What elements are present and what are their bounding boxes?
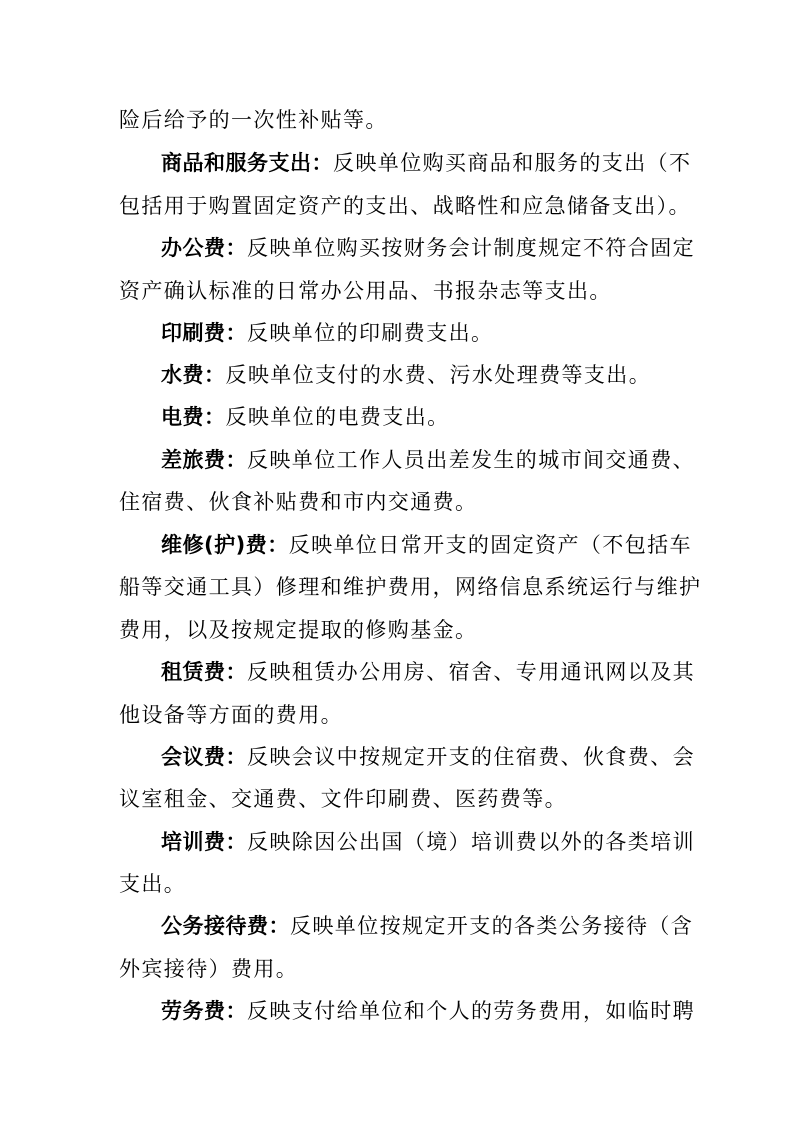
body-text: 反映支付给单位和个人的劳务费用，如临时聘 [247, 999, 695, 1023]
paragraph-line [119, 567, 702, 607]
body-text: 反映单位按规定开支的各类公务接待（含 [290, 914, 694, 938]
paragraph-line [161, 525, 692, 565]
term-heading: 印刷费： [161, 321, 247, 345]
term-heading: 公务接待费： [161, 914, 290, 938]
body-text: 包括用于购置固定资产的支出、战略性和应急储备支出）。 [119, 194, 691, 218]
body-text: 险后给予的一次性补贴等。 [119, 108, 388, 132]
body-text: 支出。 [119, 872, 187, 896]
paragraph-line [161, 906, 694, 946]
body-text: 住宿费、伙食补贴费和市内交通费。 [119, 490, 478, 514]
body-text: 反映单位工作人员出差发生的城市间交通费、 [247, 448, 695, 472]
body-text: 反映会议中按规定开支的住宿费、伙食费、会 [247, 745, 695, 769]
body-text: 反映除因公出国（境）培训费以外的各类培训 [247, 830, 695, 854]
paragraph-line [119, 186, 691, 226]
term-heading: 水费： [161, 363, 226, 387]
paragraph-line [119, 864, 679, 904]
body-text: 反映单位的电费支出。 [225, 405, 450, 429]
body-text: 船等交通工具）修理和维护费用，网络信息系统运行与维护 [119, 575, 702, 599]
body-text: 外宾接待）费用。 [119, 957, 299, 981]
paragraph-line [161, 313, 679, 353]
paragraph-line [119, 271, 679, 311]
body-text: 反映单位购买商品和服务的支出（不 [333, 151, 692, 175]
paragraph-line [161, 737, 695, 777]
paragraph-line [119, 949, 679, 989]
paragraph-line [119, 779, 679, 819]
paragraph-line [119, 482, 679, 522]
body-text: 反映单位购买按财务会计制度规定不符合固定 [247, 236, 695, 260]
paragraph-line [161, 991, 695, 1031]
body-text: 反映单位支付的水费、污水处理费等支出。 [225, 363, 652, 387]
term-heading: 租赁费： [161, 660, 247, 684]
paragraph-line [161, 397, 679, 437]
body-text: 反映单位日常开支的固定资产（不包括车 [288, 533, 692, 557]
paragraph-line [119, 610, 679, 650]
paragraph-line [161, 355, 679, 395]
term-heading: 商品和服务支出： [161, 151, 333, 175]
body-text: 反映单位的印刷费支出。 [247, 321, 494, 345]
body-text: 反映租赁办公用房、宿舍、专用通讯网以及其 [247, 660, 695, 684]
paragraph-line [161, 822, 695, 862]
body-text: 费用，以及按规定提取的修购基金。 [119, 618, 478, 642]
term-heading: 培训费： [161, 830, 247, 854]
paragraph-line [161, 143, 692, 183]
paragraph-line [161, 652, 695, 692]
term-heading: 维修(护)费： [161, 533, 289, 557]
body-text: 资产确认标准的日常办公用品、书报杂志等支出。 [119, 279, 612, 303]
term-heading: 劳务费： [161, 999, 247, 1023]
paragraph-line [119, 100, 679, 140]
paragraph-line [119, 695, 679, 735]
paragraph-line [161, 228, 695, 268]
paragraph-line [161, 440, 695, 480]
body-text: 议室租金、交通费、文件印刷费、医药费等。 [119, 787, 567, 811]
term-heading: 办公费： [161, 236, 247, 260]
term-heading: 会议费： [161, 745, 247, 769]
body-text: 他设备等方面的费用。 [119, 703, 343, 727]
term-heading: 电费： [161, 405, 226, 429]
term-heading: 差旅费： [161, 448, 247, 472]
